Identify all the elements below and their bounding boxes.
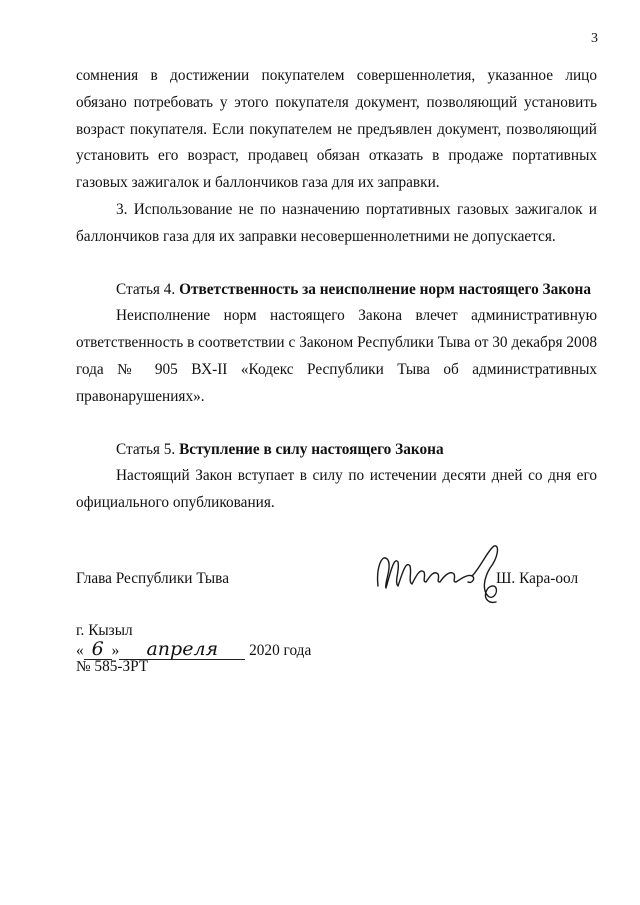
law-number: № 585-ЗРТ [76,658,149,675]
article-4-title: Ответственность за неисполнение норм настоящего Закона [179,280,591,298]
article-4-heading [76,277,597,304]
article-5-label: Статья 5. [116,440,180,458]
date-month-handwritten: апреля [119,639,245,660]
handwritten-signature [372,538,512,608]
article-4-label: Статья 4. [116,280,180,298]
signoff-name: Ш. Кара-оол [496,570,579,587]
article-5-heading [76,437,597,464]
signoff-position: Глава Республики Тыва [76,570,229,587]
date-close-quote: » [111,642,120,659]
article-5-title: Вступление в силу настоящего Закона [179,440,444,458]
page-number: 3 [591,31,598,46]
date-year: 2020 года [245,642,312,659]
place-of-signing: г. Кызыл [76,622,133,639]
date-day-handwritten: 6 [84,639,112,660]
article-4-text: Неисполнение норм настоящего Закона влечет административную ответственность в соответствии с Законом Республики Тыва от 30 декабря 2008 года № 905 ВХ-II «Кодекс Республики Тыва об административных правонарушениях». [76,307,597,405]
article-5-text: Настоящий Закон вступает в силу по истечении десяти дней со дня его официального опубликования. [76,467,597,512]
document-body [76,63,597,517]
paragraph-item-3: 3. Использование не по назначению портативных газовых зажигалок и баллончиков газа для их заправки несовершеннолетними не допускается. [76,200,597,245]
date-open-quote: « [76,642,84,659]
paragraph-age-check: сомнения в достижении покупателем совершеннолетия, указанное лицо обязано потребовать у этого покупателя документ, позволяющий установить возраст покупателя. Если покупателем не предъявлен документ, позволяющий установить его возраст, продавец обязан отказать в продаже портативных газовых зажигалок и баллончиков газа для их заправки. [76,67,597,192]
